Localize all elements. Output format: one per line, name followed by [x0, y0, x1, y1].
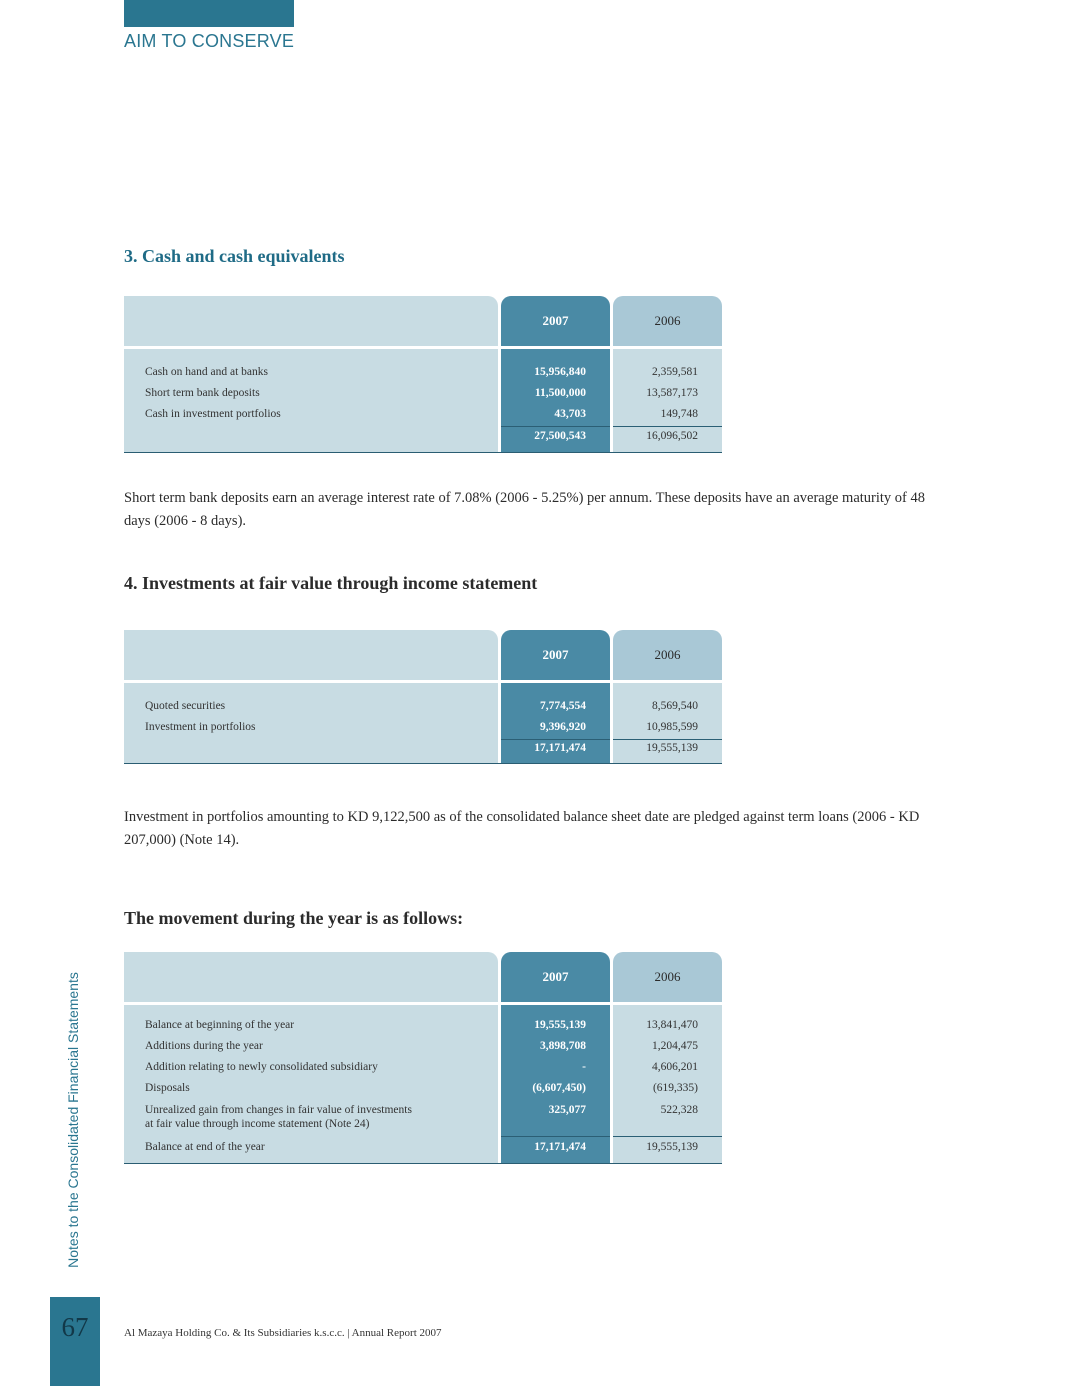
total-2006: 16,096,502	[646, 430, 698, 442]
total-2006: 19,555,139	[646, 1141, 698, 1153]
value-2006: 1,204,475	[652, 1040, 698, 1052]
movement-heading: The movement during the year is as follows:	[124, 908, 464, 928]
value-2006: 4,606,201	[652, 1061, 698, 1073]
section-4-note: Investment in portfolios amounting to KD 9,122,500 as of the consolidated balance sheet date are pledged against term loans (2006 - KD 207,000) (Note 14).	[124, 809, 920, 848]
value-2006: 13,841,470	[646, 1019, 698, 1031]
row-label: Balance at beginning of the year	[145, 1019, 295, 1031]
value-2006: 522,328	[660, 1104, 698, 1116]
value-2007: 43,703	[554, 408, 586, 420]
row-label: Disposals	[145, 1082, 190, 1094]
row-label: Quoted securities	[145, 700, 226, 712]
table-body-label-column	[124, 349, 498, 453]
table-bottom-rule	[124, 1163, 722, 1164]
row-label: Investment in portfolios	[145, 721, 256, 733]
value-2006: (619,335)	[652, 1082, 698, 1094]
value-2006: 149,748	[660, 408, 698, 420]
table-bottom-rule	[124, 452, 722, 453]
table-header-label-cell	[124, 630, 498, 680]
header-color-bar	[124, 0, 294, 27]
value-2006: 2,359,581	[652, 366, 698, 378]
cash-equivalents-table	[124, 296, 722, 453]
value-2007: 15,956,840	[534, 366, 586, 378]
row-label: Additions during the year	[145, 1040, 263, 1052]
investments-table	[124, 630, 722, 764]
value-2007: 7,774,554	[540, 700, 586, 712]
total-2007: 17,171,474	[534, 742, 586, 754]
column-header-2007: 2007	[501, 296, 610, 346]
total-rule-2007	[501, 1136, 610, 1137]
value-2007: 9,396,920	[540, 721, 586, 733]
table-header-label-cell	[124, 296, 498, 346]
value-2006: 10,985,599	[646, 721, 698, 733]
value-2007: -	[582, 1061, 586, 1073]
value-2006: 13,587,173	[646, 387, 698, 399]
total-2007: 27,500,543	[534, 430, 586, 442]
value-2006: 8,569,540	[652, 700, 698, 712]
total-rule-2006	[613, 739, 722, 740]
column-header-2007: 2007	[501, 952, 610, 1002]
total-2006: 19,555,139	[646, 742, 698, 754]
value-2007: (6,607,450)	[532, 1082, 586, 1094]
column-header-2007: 2007	[501, 630, 610, 680]
total-rule-2007	[501, 426, 610, 427]
row-label: Short term bank deposits	[145, 387, 260, 399]
column-header-2006: 2006	[613, 296, 722, 346]
row-label: Cash on hand and at banks	[145, 366, 268, 378]
value-2007: 19,555,139	[534, 1019, 586, 1031]
row-label-continued: at fair value through income statement (Note 24)	[145, 1118, 370, 1130]
column-header-2006: 2006	[613, 952, 722, 1002]
table-bottom-rule	[124, 763, 722, 764]
column-header-2006: 2006	[613, 630, 722, 680]
total-2007: 17,171,474	[534, 1141, 586, 1153]
value-2007: 11,500,000	[534, 387, 586, 399]
row-label: Cash in investment portfolios	[145, 408, 281, 420]
total-rule-2006	[613, 1136, 722, 1137]
total-rule-2006	[613, 426, 722, 427]
side-caption: Notes to the Consolidated Financial Statements	[65, 972, 81, 1268]
movement-table	[124, 952, 722, 1164]
value-2007: 325,077	[548, 1104, 586, 1116]
total-rule-2007	[501, 739, 610, 740]
brand-title: AIM TO CONSERVE	[124, 31, 295, 51]
total-row-label: Balance at end of the year	[145, 1141, 265, 1153]
section-4-heading: 4. Investments at fair value through income statement	[124, 573, 538, 593]
footer-text: Al Mazaya Holding Co. & Its Subsidiaries k.s.c.c. | Annual Report 2007	[124, 1327, 442, 1339]
page-number: 67	[61, 1312, 89, 1342]
row-label: Unrealized gain from changes in fair value of investments	[145, 1104, 412, 1116]
section-3-heading: 3. Cash and cash equivalents	[124, 246, 345, 266]
section-3-note: Short term bank deposits earn an average interest rate of 7.08% (2006 - 5.25%) per annum. These deposits have an average maturity of 48 days (2006 - 8 days).	[124, 490, 925, 529]
table-header-label-cell	[124, 952, 498, 1002]
value-2007: 3,898,708	[540, 1040, 586, 1052]
row-label: Addition relating to newly consolidated subsidiary	[145, 1061, 378, 1073]
